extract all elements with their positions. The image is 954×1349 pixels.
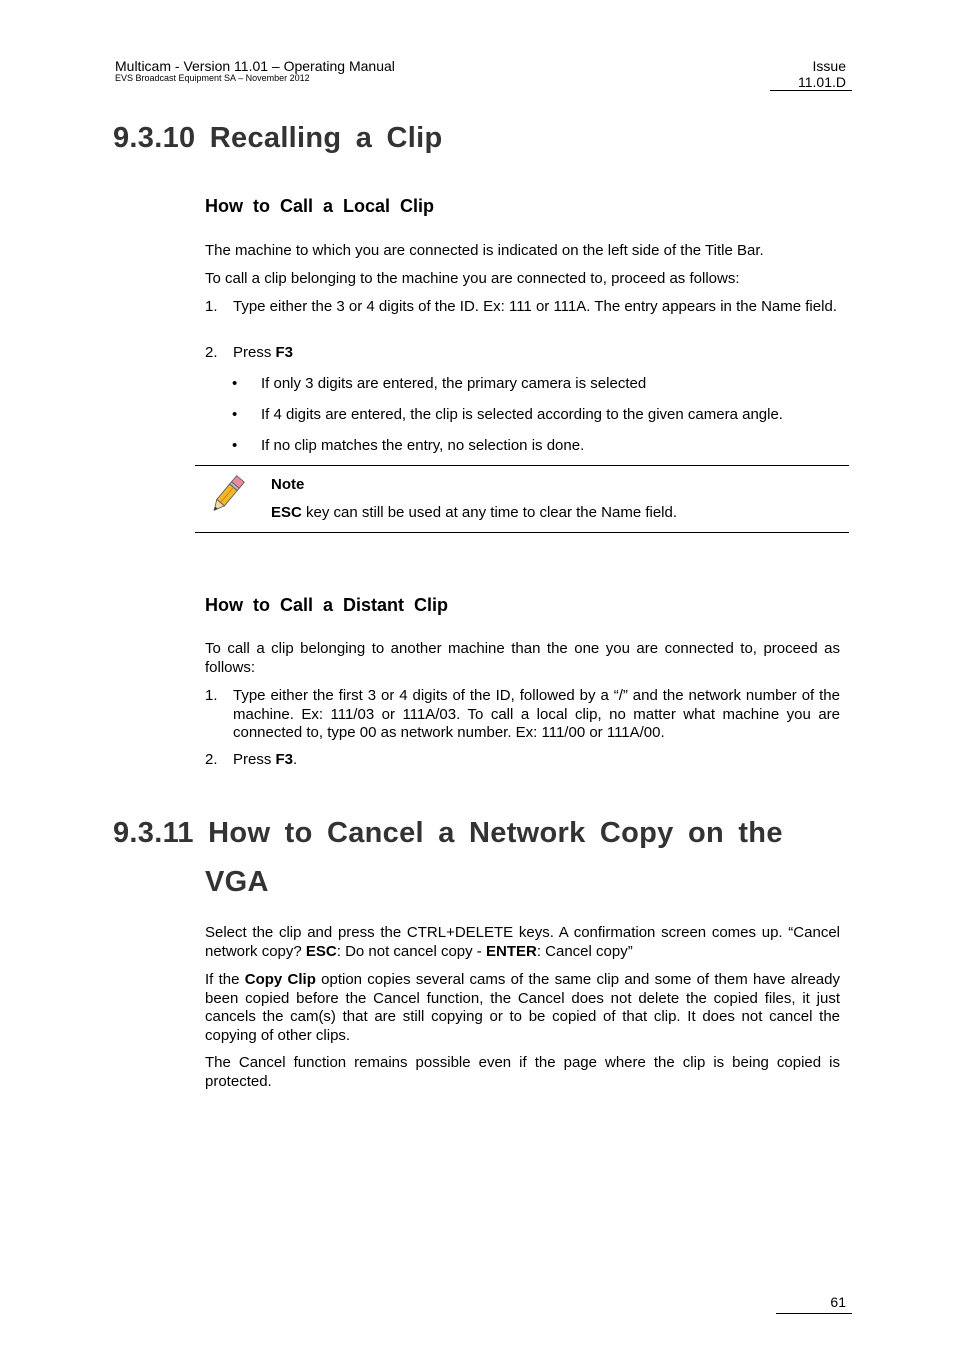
note-text: ESC key can still be used at any time to clear the Name field. [271,504,678,521]
section-heading-recalling-clip: 9.3.10 Recalling a Clip [113,122,443,154]
local-step-2: Press F3 [233,344,294,361]
local-step-1: Type either the 3 or 4 digits of the ID. Ex: 111 or 111A. The entry appears in the Name field. [233,298,837,315]
pencil-icon [205,473,249,517]
page-number: 61 [830,1294,846,1310]
distant-para-1: To call a clip belonging to another machine than the one you are connected to, proceed as follows: [205,640,840,676]
key-esc: ESC [271,504,302,521]
key-enter: ENTER [485,942,537,960]
header-rule [770,90,852,91]
distant-step-1: Type either the first 3 or 4 digits of the ID, followed by a “/” and the network number of the machine. Ex: 111/03 or 111A/03. To call a local clip, no matter what machine you are connected to, type 00 as network number. Ex: 111/00 or 111A/00. [233,687,840,741]
note-bottom-rule [195,532,849,533]
cancel-para-3: The Cancel function remains possible even if the page where the clip is being copied is protected. [205,1054,840,1090]
key-f3: F3 [275,751,294,768]
issue-label: Issue [812,58,846,74]
distant-step-2-number: 2. [205,751,218,768]
bullet-item-2: If 4 digits are entered, the clip is selected according to the given camera angle. [261,406,783,423]
bullet-dot: • [232,406,238,423]
distant-step-1-number: 1. [205,687,218,704]
distant-step-2: Press F3. [233,751,298,768]
header-subtitle: EVS Broadcast Equipment SA – November 2012 [115,73,310,83]
bullet-dot: • [232,437,238,454]
key-esc: ESC [305,942,337,960]
subheading-distant-clip: How to Call a Distant Clip [205,595,449,615]
local-step-1-number: 1. [205,298,218,315]
cancel-para-1: Select the clip and press the CTRL+DELETE keys. A confirmation screen comes up. “Cancel network copy? ESC: Do not cancel copy - ENTER: Cancel copy” [205,924,840,960]
issue-number: 11.01.D [798,74,846,90]
note-title: Note [271,476,305,493]
note-top-rule [195,465,849,466]
header-title: Multicam - Version 11.01 – Operating Manual [115,58,395,74]
local-para-1: The machine to which you are connected is indicated on the left side of the Title Bar. [205,242,764,259]
bullet-item-1: If only 3 digits are entered, the primary camera is selected [261,375,647,392]
section-heading-cancel-network-copy: 9.3.11 How to Cancel a Network Copy on the [113,817,783,849]
footer-rule [776,1313,852,1314]
bullet-dot: • [232,375,238,392]
cancel-para-2: If the Copy Clip option copies several cams of the same clip and some of them have already been copied before the Cancel function, the Cancel does not delete the copied files, it just cancels the cam(s) that are still copying or to be copied of that clip. It does not cancel the copying of other clips. [205,971,840,1044]
copy-clip-option: Copy Clip [244,971,316,988]
subheading-local-clip: How to Call a Local Clip [205,196,435,216]
key-f3: F3 [275,344,294,361]
local-para-2: To call a clip belonging to the machine you are connected to, proceed as follows: [205,270,740,287]
bullet-item-3: If no clip matches the entry, no selection is done. [261,437,585,454]
local-step-2-number: 2. [205,344,218,361]
section-heading-cancel-network-copy-line2: VGA [205,866,269,898]
